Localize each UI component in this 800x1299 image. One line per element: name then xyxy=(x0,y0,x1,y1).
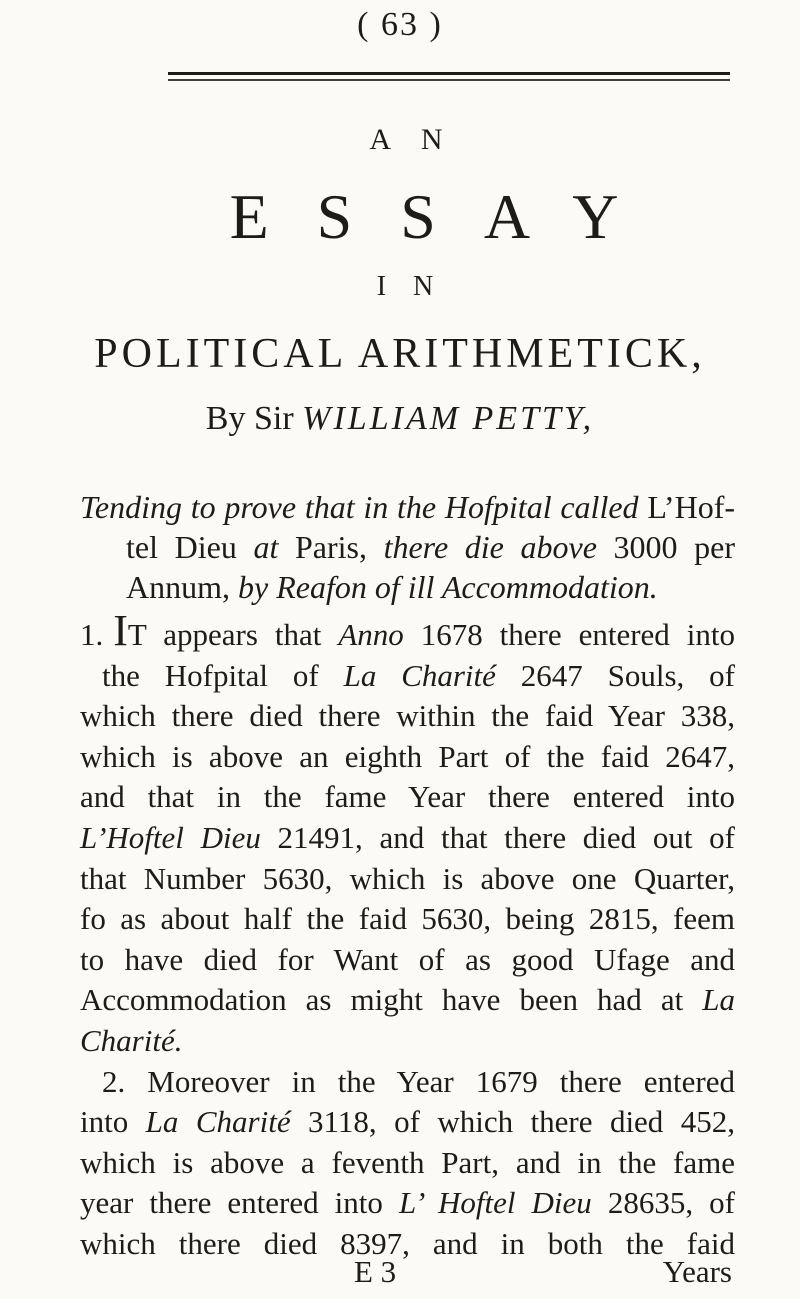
para1-line11 xyxy=(80,1021,735,1062)
para1-dropcap: I xyxy=(113,606,128,655)
subtitle-line2-e: 3000 per xyxy=(596,529,735,565)
para1-l6a: L’Hoftel Dieu xyxy=(80,819,261,855)
signature-mark: E 3 xyxy=(354,1254,397,1289)
para1-l1c: 1678 there entered into xyxy=(403,617,735,652)
para1-l2b: La Charité xyxy=(343,657,496,693)
title-subject: POLITICAL ARITHMETICK, xyxy=(94,331,706,377)
title-in: I N xyxy=(376,271,444,302)
para2-l4c: 28635, of xyxy=(591,1185,735,1221)
subtitle-line1-roman: L’Hof- xyxy=(638,489,736,525)
author-name: WILLIAM PETTY, xyxy=(302,400,595,437)
title-essay: ESSAY xyxy=(229,181,667,252)
catchword: Years xyxy=(662,1254,732,1289)
title-an: A N xyxy=(369,123,455,156)
para2-line2 xyxy=(80,1102,735,1143)
para1-line9: to have died for Want of as good Ufage and xyxy=(80,941,735,977)
header-rule-thin xyxy=(168,79,730,81)
para1-line6 xyxy=(80,818,735,859)
page-footer xyxy=(0,1254,800,1294)
page-number: ( 63 ) xyxy=(357,6,443,43)
para2-line5: which there died 8397, and in both the faid xyxy=(80,1225,735,1261)
subtitle-line3-a: Annum, xyxy=(126,569,238,605)
para2-l2b: La Charité xyxy=(145,1104,291,1140)
para1-line5: and that in the fame Year there entered into xyxy=(80,779,735,815)
paragraph-2 xyxy=(80,1062,735,1265)
para1-l10b: La xyxy=(702,982,735,1018)
para1-line10 xyxy=(80,980,735,1021)
para2-l2a: into xyxy=(80,1104,146,1140)
para1-l2c: 2647 Souls, of xyxy=(495,657,735,693)
byline xyxy=(0,400,800,438)
para1-l1a: T appears that xyxy=(127,617,339,652)
para1-l1b: Anno xyxy=(338,617,404,652)
essay-subtitle xyxy=(80,487,735,607)
para1-line1 xyxy=(80,606,735,656)
subtitle-line2-b: at xyxy=(253,529,279,565)
para1-l6b: 21491, and that there died out of xyxy=(260,819,735,855)
para1-line8: fo as about half the faid 5630, being 2815, feem xyxy=(80,901,735,937)
para2-line4 xyxy=(80,1183,735,1224)
para1-l2a: the Hofpital of xyxy=(102,657,344,693)
paragraph-1 xyxy=(80,606,735,1062)
para1-l10a: Accommodation as might have been had at xyxy=(80,982,703,1018)
subtitle-line2-d: there die above xyxy=(383,529,597,565)
para1-line4: which is above an eighth Part of the faid 2647, xyxy=(80,738,735,774)
para2-l4a: year there entered into xyxy=(80,1185,399,1221)
para2-line3: which is above a feventh Part, and in the fame xyxy=(80,1144,735,1180)
para1-number: 1. xyxy=(80,617,104,652)
byline-prefix: By Sir xyxy=(205,400,294,437)
para2-l2c: 3118, of which there died 452, xyxy=(290,1104,736,1140)
subtitle-line2-c: Paris, xyxy=(278,529,384,565)
para1-line7: that Number 5630, which is above one Quarter, xyxy=(80,860,735,896)
para1-line2 xyxy=(80,656,735,697)
para2-line1: 2. Moreover in the Year 1679 there entered xyxy=(102,1063,735,1099)
subtitle-line1-italic: Tending to prove that in the Hofpital called xyxy=(80,489,639,525)
para1-l11: Charité. xyxy=(80,1022,183,1058)
header-rule xyxy=(168,72,730,75)
body-text xyxy=(80,606,736,1265)
subtitle-line2-a: tel Dieu xyxy=(126,529,254,565)
subtitle-line3-b: by Reafon of ill Accommodation. xyxy=(238,569,658,605)
para2-l4b: L’ Hoftel Dieu xyxy=(398,1185,592,1221)
para1-line3: which there died there within the faid Year 338, xyxy=(80,698,735,734)
